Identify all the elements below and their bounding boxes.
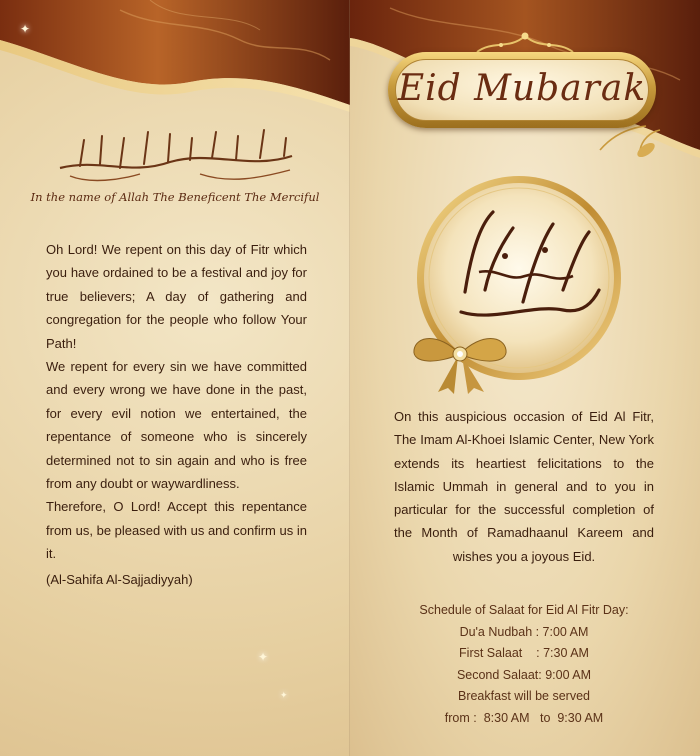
sparkle-icon: ✦ (20, 22, 31, 36)
schedule-line: Breakfast will be served (457, 689, 590, 703)
schedule-line: from : 8:30 AM to 9:30 AM (444, 710, 604, 725)
eid-mubarak-plaque (388, 52, 656, 128)
schedule-heading: Schedule of Salaat for Eid Al Fitr Day: (419, 603, 629, 617)
prayer-text (46, 238, 307, 591)
bismillah-text: بسم الله الرحمن الرحيم (169, 186, 181, 187)
top-banner-wave (0, 0, 350, 130)
prayer-paragraph: Therefore, O Lord! Accept this repentance from us, be pleased with us and confirm us in it. (46, 499, 307, 562)
greeting-paragraph: On this auspicious occasion of Eid Al Fitr, The Imam Al-Khoei Islamic Center, New York extends its heartiest felicitations to the Islamic Ummah in general and to you in particular for the successful completion of the Month of Ramadhaanul Kareem and wishes you a joyous Eid. (394, 409, 654, 564)
eid-greeting-message (394, 405, 654, 568)
gold-bow-icon (408, 318, 512, 396)
prayer-paragraph: We repent for every sin we have committed and every wrong we have done in the past, for every evil notion we entertained, the repentance of someone who is sincerely determined not to sin again and who is free from any doubt or waywardliness. (46, 359, 307, 492)
salaat-schedule (394, 600, 654, 729)
prayer-paragraph: Oh Lord! We repent on this day of Fitr which you have ordained to be a festival and joy for true believers; A day of gathering and congregation for the people who follow Your Path! (46, 242, 307, 351)
schedule-line: First Salaat : 7:30 AM (459, 646, 589, 660)
eid-mubarak-title: Eid Mubarak (397, 68, 647, 109)
schedule-line: Du'a Nudbah : 7:00 AM (459, 624, 589, 639)
medallion-arabic-text: عيد مبارك (516, 372, 522, 373)
prayer-source: (Al-Sahifa Al-Sajjadiyyah) (46, 571, 193, 587)
sparkle-icon: ✦ (280, 690, 288, 700)
bismillah-calligraphy (40, 118, 310, 190)
bismillah-translation: In the name of Allah The Beneficent The Merciful (30, 190, 320, 204)
schedule-line: Second Salaat: 9:00 AM (456, 667, 592, 682)
sparkle-icon: ✦ (258, 650, 269, 664)
